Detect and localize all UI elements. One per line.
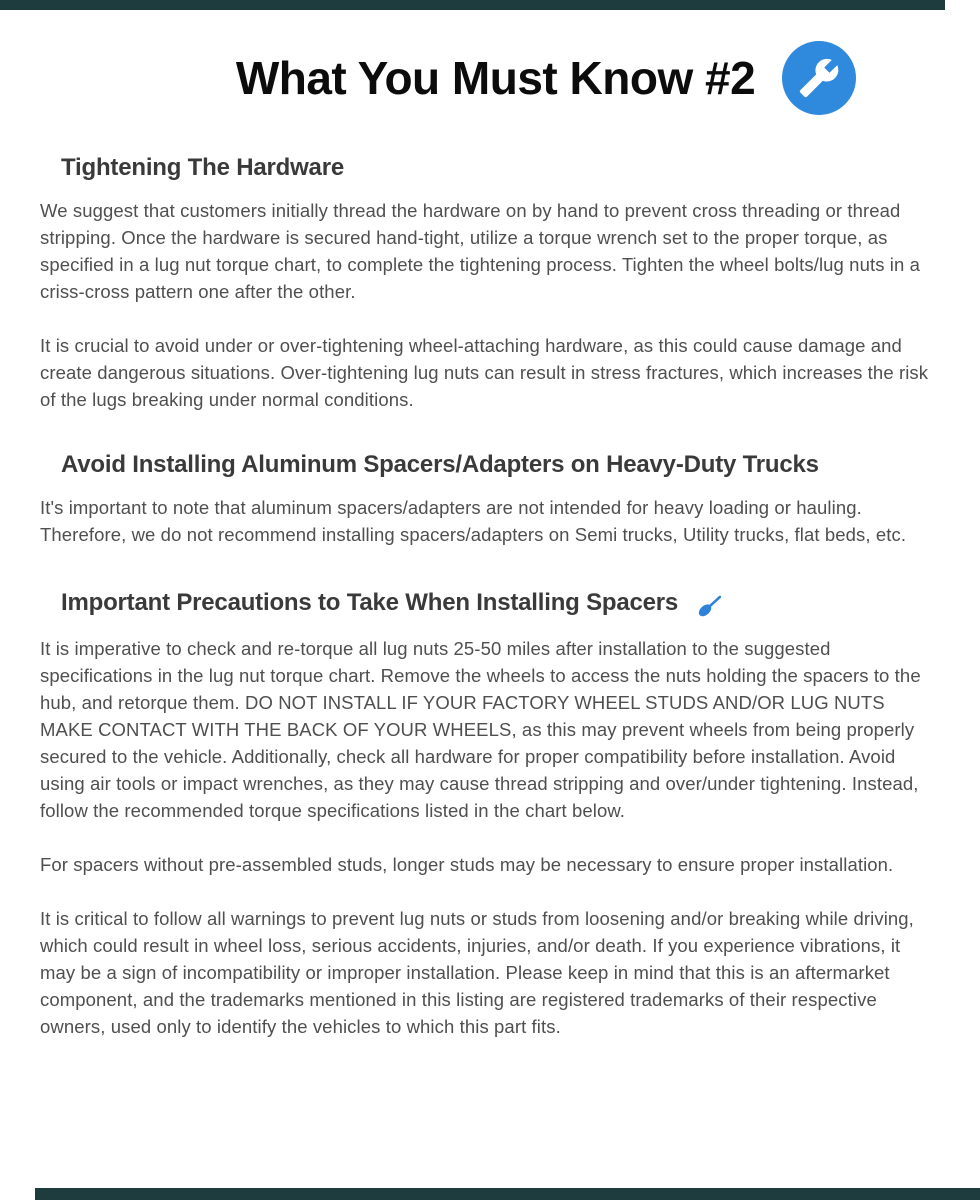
section-heading bbox=[40, 586, 940, 620]
paragraph: We suggest that customers initially thread the hardware on by hand to prevent cross threading or thread stripping. Once the hardware is secured hand-tight, utilize a torque wrench set to the proper torque, as specified in a lug nut torque chart, to complete the tightening process. Tighten the wheel bolts/lug nuts in a criss-cross pattern one after the other. bbox=[40, 200, 921, 302]
paragraph: It is crucial to avoid under or over-tightening wheel-attaching hardware, as this could cause damage and create dangerous situations. Over-tightening lug nuts can result in stress fractures, which increases the risk of the lugs breaking under normal conditions. bbox=[40, 335, 929, 410]
wrench-icon bbox=[782, 41, 856, 115]
top-border-bar bbox=[0, 0, 945, 10]
paragraph: It is imperative to check and re-torque all lug nuts 25-50 miles after installation to the suggested specifications in the lug nut torque chart. Remove the wheels to access the nuts holding the spacers to the hub, and retorque them. DO NOT INSTALL IF YOUR FACTORY WHEEL STUDS AND/OR LUG NUTS MAKE CONTACT WITH THE BACK OF YOUR WHEELS, as this may prevent wheels from being properly secured to the vehicle. Additionally, check all hardware for proper compatibility before installation. Avoid using air tools or impact wrenches, as they may cause thread stripping and over/under tightening. Instead, follow the recommended torque specifications listed in the chart below. bbox=[40, 638, 921, 821]
section-heading bbox=[40, 451, 940, 479]
paragraph: It's important to note that aluminum spacers/adapters are not intended for heavy loading or hauling. Therefore, we do not recommend installing spacers/adapters on Semi trucks, Utility trucks, flat beds, etc. bbox=[40, 497, 907, 545]
section-tightening-hardware bbox=[40, 154, 940, 413]
document-body bbox=[0, 154, 980, 1040]
paragraph: It is critical to follow all warnings to prevent lug nuts or studs from loosening and/or breaking while driving, which could result in wheel loss, serious accidents, injuries, and/or death. If you experience vibrations, it may be a sign of incompatibility or improper installation. Please keep in mind that this is an aftermarket component, and the trademarks mentioned in this listing are registered trademarks of their respective owners, used only to identify the vehicles to which this part fits. bbox=[40, 908, 914, 1037]
section-heading-text: Tightening The Hardware bbox=[61, 154, 344, 181]
section-important-precautions bbox=[40, 586, 940, 1040]
screwdriver-icon bbox=[694, 588, 728, 622]
page-header bbox=[56, 38, 980, 118]
section-heading bbox=[40, 154, 940, 182]
section-heading-text: Avoid Installing Aluminum Spacers/Adapters on Heavy-Duty Trucks bbox=[61, 451, 819, 478]
section-heading-text: Important Precautions to Take When Installing Spacers bbox=[61, 589, 679, 616]
bottom-border-bar bbox=[35, 1188, 980, 1200]
page-title: What You Must Know #2 bbox=[235, 52, 756, 104]
paragraph: For spacers without pre-assembled studs, longer studs may be necessary to ensure proper installation. bbox=[40, 854, 894, 875]
section-avoid-aluminum-spacers bbox=[40, 451, 940, 548]
